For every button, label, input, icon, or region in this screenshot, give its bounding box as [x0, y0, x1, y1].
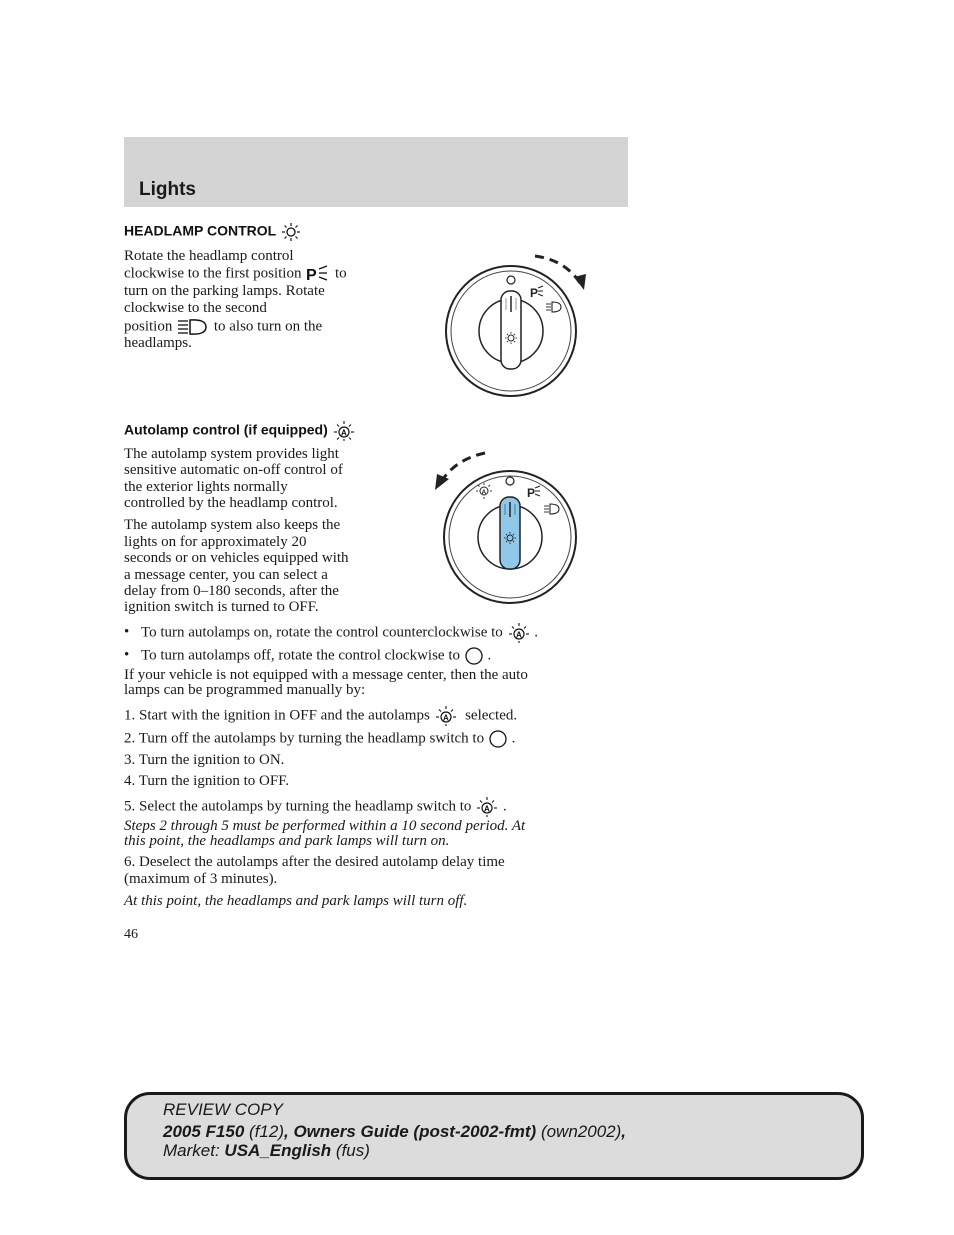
- svg-text:A: A: [442, 713, 449, 723]
- bullet-item: • To turn autolamps on, rotate the control counterclockwise to A .: [124, 622, 538, 644]
- step-6: 6. Deselect the autolamps after the desired autolamp delay time: [124, 854, 505, 870]
- autolamp-text: the exterior lights normally: [124, 479, 288, 495]
- autolamp-icon: [475, 796, 499, 818]
- svg-text:P: P: [306, 267, 317, 283]
- headlamp-text: clockwise to the first position P to: [124, 265, 347, 283]
- manual-intro: If your vehicle is not equipped with a message center, then the auto: [124, 667, 528, 683]
- off-circle-icon: [488, 729, 508, 749]
- step-5: 5. Select the autolamps by turning the headlamp switch to A .: [124, 796, 507, 818]
- headlamp-beam-icon: [176, 318, 210, 336]
- section-header: [124, 137, 628, 207]
- autolamp-text: The autolamp system also keeps the: [124, 517, 341, 533]
- autolamp-text: lights on for approximately 20: [124, 534, 307, 550]
- svg-text:A: A: [484, 804, 490, 814]
- autolamp-icon: [507, 622, 531, 644]
- headlamp-text: Rotate the headlamp control: [124, 248, 294, 264]
- autolamp-text: a message center, you can select a: [124, 567, 328, 583]
- autolamp-text: controlled by the headlamp control.: [124, 495, 338, 511]
- bullet-item: • To turn autolamps off, rotate the control clockwise to .: [124, 646, 491, 666]
- headlamp-text: turn on the parking lamps. Rotate: [124, 283, 325, 299]
- autolamp-icon: [434, 705, 458, 727]
- timing-note: this point, the headlamps and park lamps will turn on.: [124, 833, 450, 849]
- parking-lamp-icon: [305, 265, 331, 283]
- svg-text:A: A: [340, 428, 347, 438]
- autolamp-text: delay from 0–180 seconds, after the: [124, 583, 339, 599]
- review-copy-label: REVIEW COPY: [163, 1100, 283, 1119]
- step-4: 4. Turn the ignition to OFF.: [124, 773, 290, 789]
- headlamp-heading: HEADLAMP CONTROL: [124, 222, 302, 242]
- final-note: At this point, the headlamps and park lamps will turn off.: [124, 893, 468, 909]
- headlamp-text: headlamps.: [124, 335, 192, 351]
- autolamp-text: sensitive automatic on-off control of: [124, 462, 343, 478]
- step-2: 2. Turn off the autolamps by turning the headlamp switch to .: [124, 729, 515, 749]
- step-6: (maximum of 3 minutes).: [124, 871, 278, 887]
- headlamp-text: position to also turn on the: [124, 318, 323, 335]
- manual-intro: lamps can be programmed manually by:: [124, 682, 366, 698]
- page-number: 46: [124, 927, 138, 942]
- off-circle-icon: [464, 646, 484, 666]
- section-title: Lights: [139, 179, 196, 200]
- svg-text:P: P: [527, 486, 536, 500]
- step-3: 3. Turn the ignition to ON.: [124, 752, 285, 768]
- bullet-dot: •: [124, 647, 130, 664]
- review-copy-footer: [124, 1092, 864, 1180]
- footer-market-line: Market: USA_English (fus): [163, 1141, 370, 1160]
- svg-text:A: A: [515, 630, 522, 640]
- step-1: 1. Start with the ignition in OFF and the autolamps A selected.: [124, 705, 517, 727]
- autolamp-text: ignition switch is turned to OFF.: [124, 599, 319, 615]
- timing-note: Steps 2 through 5 must be performed within a 10 second period. At: [124, 818, 526, 834]
- footer-model-line: 2005 F150 (f12), Owners Guide (post-2002-fmt) (own2002),: [163, 1122, 626, 1141]
- autolamp-text: seconds or on vehicles equipped with: [124, 550, 349, 566]
- svg-text:P: P: [530, 286, 539, 300]
- autolamp-heading: Autolamp control (if equipped) A: [124, 420, 356, 442]
- headlamp-text: clockwise to the second: [124, 300, 267, 316]
- bullet-dot: •: [124, 624, 130, 641]
- autolamp-text: The autolamp system provides light: [124, 446, 339, 462]
- autolamp-icon: [332, 420, 356, 442]
- svg-text:A: A: [481, 489, 487, 496]
- headlamp-knob-diagram: [430, 248, 600, 403]
- headlamp-sun-icon: [280, 222, 302, 242]
- autolamp-knob-diagram: [425, 445, 600, 605]
